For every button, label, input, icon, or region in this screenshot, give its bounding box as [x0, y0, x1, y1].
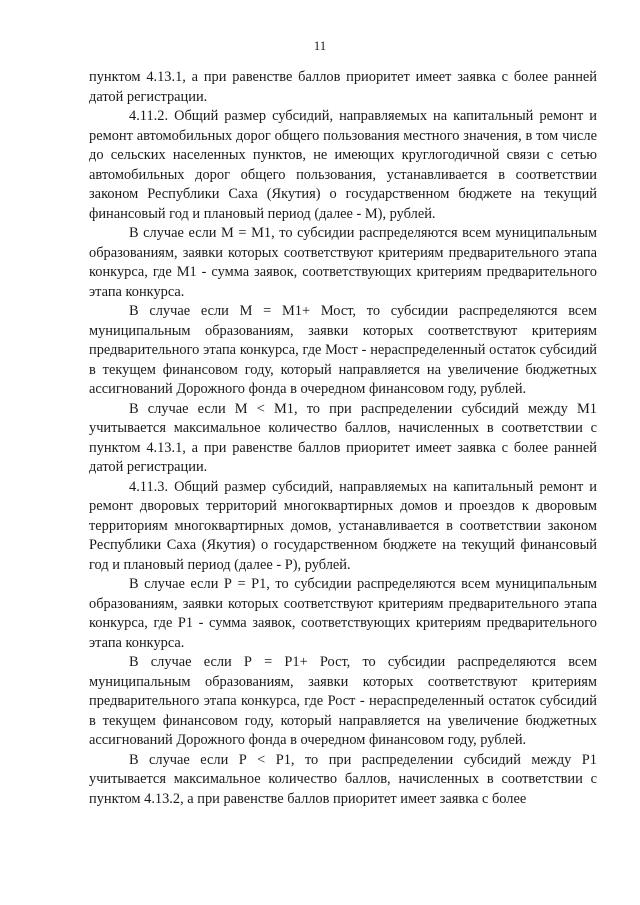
paragraph: В случае если Р = Р1+ Рост, то субсидии распределяются всем муниципальным образованиям, заявки которых соответствуют критериям предварительного этапа конкурса, где Рост - нераспределенный остаток субсидий в текущем финансовом году, который направляется на увеличение бюджетных ассигнований Дорожного фонда в очередном финансовом году, рублей.	[89, 654, 597, 748]
paragraph: В случае если М = М1+ Мост, то субсидии распределяются всем муниципальным образованиям, заявки которых соответствуют критериям предварительного этапа конкурса, где Мост - нераспределенный остаток субсидий в текущем финансовом году, который направляется на увеличение бюджетных ассигнований Дорожного фонда в очередном финансовом году, рублей.	[89, 303, 597, 397]
paragraph: 4.11.2. Общий размер субсидий, направляемых на капитальный ремонт и ремонт автомобильных дорог общего пользования местного значения, в том числе до сельских населенных пунктов, не имеющих круглогодичной связи с сетью автомобильных дорог общего пользования, устанавливается в соответствии законом Республики Саха (Якутия) о государственном бюджете на текущий финансовый год и плановый период (далее - М), рублей.	[89, 108, 597, 222]
paragraph: В случае если Р < Р1, то при распределении субсидий между Р1 учитывается максимальное количество баллов, начисленных в соответствии с пунктом 4.13.2, а при равенстве баллов приоритет имеет заявка с более	[89, 751, 597, 807]
paragraph: 4.11.3. Общий размер субсидий, направляемых на капитальный ремонт и ремонт дворовых территорий многоквартирных домов и проездов к дворовым территориям многоквартирных домов, устанавливается в соответствии законом Республики Саха (Якутия) о государственном бюджете на текущий финансовый год и плановый период (далее - Р), рублей.	[89, 478, 597, 573]
paragraph: В случае если М < М1, то при распределении субсидий между М1 учитывается максимальное количество баллов, начисленных в соответствии с пунктом 4.13.1, а при равенстве баллов приоритет имеет заявка с более ранней датой регистрации.	[89, 400, 597, 475]
document-body	[89, 68, 597, 809]
paragraph: пунктом 4.13.1, а при равенстве баллов приоритет имеет заявка с более ранней датой регистрации.	[89, 69, 597, 105]
paragraph: В случае если Р = Р1, то субсидии распределяются всем муниципальным образованиям, заявки которых соответствуют критериям предварительного этапа конкурса, где Р1 - сумма заявок, соответствующих критериям предварительного этапа конкурса.	[89, 576, 597, 651]
page-number: 11	[313, 38, 327, 53]
paragraph: В случае если М = М1, то субсидии распределяются всем муниципальным образованиям, заявки которых соответствуют критериям предварительного этапа конкурса, где М1 - сумма заявок, соответствующих критериям предварительного этапа конкурса.	[89, 225, 597, 300]
